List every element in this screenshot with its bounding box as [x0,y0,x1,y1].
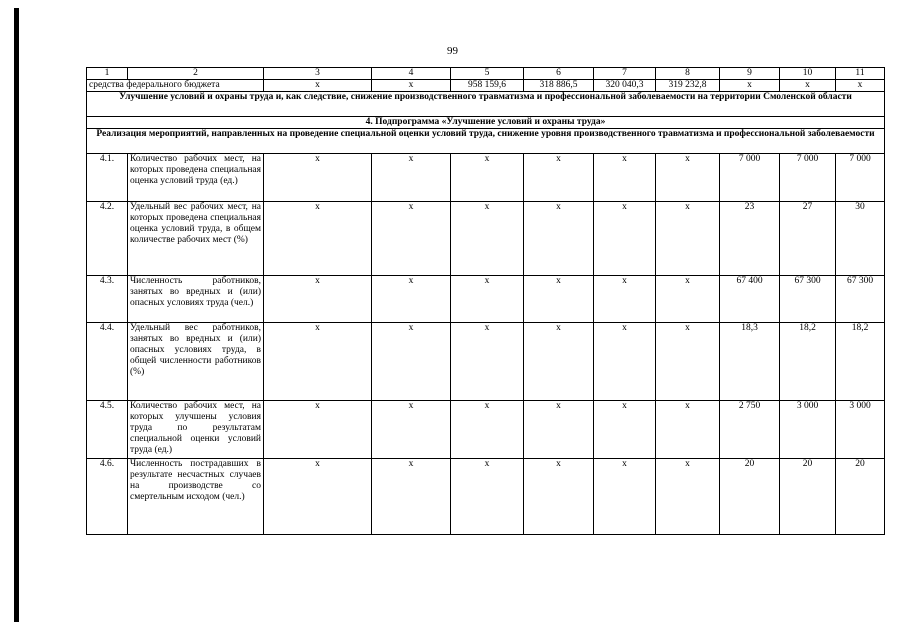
value-cell: х [372,154,451,202]
value-cell: х [372,323,451,401]
value-cell: 3 000 [836,401,885,459]
value-cell: х [451,401,524,459]
row-number: 4.6. [87,459,128,535]
value-cell: х [594,154,656,202]
value-cell: х [524,323,594,401]
header-cell: 5 [451,68,524,80]
value-cell: х [524,154,594,202]
value-cell: 3 000 [780,401,836,459]
indicator-name: Количество рабочих мест, на которых проведена специальная оценка условий труда (ед.) [128,154,264,202]
value-cell: х [372,202,451,276]
indicator-name: Численность пострадавших в результате несчастных случаев на производстве со смертельным исходом (чел.) [128,459,264,535]
header-cell: 1 [87,68,128,80]
goal-row [87,92,885,117]
value-cell: х [451,276,524,323]
value-cell: 67 300 [836,276,885,323]
value-cell: 23 [720,202,780,276]
value-cell: 30 [836,202,885,276]
value-cell: х [594,276,656,323]
value-cell: х [524,459,594,535]
value-cell: х [264,202,372,276]
header-cell: 10 [780,68,836,80]
indicator-name: Удельный вес работников, занятых во вредных и (или) опасных условиях труда, в общей численности работников (%) [128,323,264,401]
indicator-table [86,67,885,535]
goal-text: Улучшение условий и охраны труда и, как следствие, снижение производственного травматизма и профессиональной заболеваемости на территории Смоленской области [87,92,885,117]
federal-value: 318 886,5 [524,80,594,92]
federal-value: 320 040,3 [594,80,656,92]
indicator-name: Удельный вес рабочих мест, на которых проведена специальная оценка условий труда, в общем количестве рабочих мест (%) [128,202,264,276]
value-cell: х [372,459,451,535]
value-cell: 67 300 [780,276,836,323]
value-cell: 2 750 [720,401,780,459]
value-cell: 67 400 [720,276,780,323]
value-cell: х [451,202,524,276]
value-cell: х [372,276,451,323]
value-cell: х [656,276,720,323]
header-cell: 4 [372,68,451,80]
task-text: Реализация мероприятий, направленных на проведение специальной оценки условий труда, снижение уровня производственного травматизма и профессиональной заболеваемости [87,129,885,154]
federal-value: х [264,80,372,92]
value-cell: 7 000 [836,154,885,202]
value-cell: х [524,276,594,323]
header-cell: 2 [128,68,264,80]
federal-budget-label: средства федерального бюджета [87,80,264,92]
value-cell: х [594,323,656,401]
value-cell: 7 000 [720,154,780,202]
subprogram-title: 4. Подпрограмма «Улучшение условий и охраны труда» [87,117,885,129]
federal-value: х [780,80,836,92]
value-cell: 27 [780,202,836,276]
value-cell: 20 [780,459,836,535]
header-row [87,68,885,80]
value-cell: х [656,401,720,459]
value-cell: х [594,401,656,459]
value-cell: х [372,401,451,459]
value-cell: х [451,154,524,202]
table-row [87,154,885,202]
header-cell: 9 [720,68,780,80]
value-cell: 18,2 [780,323,836,401]
value-cell: х [524,202,594,276]
value-cell: х [656,202,720,276]
value-cell: 20 [836,459,885,535]
federal-value: 958 159,6 [451,80,524,92]
value-cell: х [264,459,372,535]
value-cell: х [264,276,372,323]
value-cell: 20 [720,459,780,535]
indicator-name: Численность работников, занятых во вредных и (или) опасных условиях труда (чел.) [128,276,264,323]
value-cell: 18,2 [836,323,885,401]
value-cell: 7 000 [780,154,836,202]
table-row [87,323,885,401]
value-cell: х [524,401,594,459]
header-cell: 3 [264,68,372,80]
value-cell: 18,3 [720,323,780,401]
federal-value: х [720,80,780,92]
federal-budget-row [87,80,885,92]
subprogram-row [87,117,885,129]
value-cell: х [264,401,372,459]
scan-edge-bar [14,8,19,622]
value-cell: х [594,459,656,535]
row-number: 4.3. [87,276,128,323]
header-cell: 7 [594,68,656,80]
table-row [87,202,885,276]
row-number: 4.2. [87,202,128,276]
row-number: 4.4. [87,323,128,401]
row-number: 4.1. [87,154,128,202]
indicator-name: Количество рабочих мест, на которых улучшены условия труда по результатам специальной оценки условий труда (ед.) [128,401,264,459]
value-cell: х [451,323,524,401]
table-row [87,459,885,535]
task-row [87,129,885,154]
table-row [87,401,885,459]
page-number: 99 [447,45,458,57]
header-cell: 8 [656,68,720,80]
table-row [87,276,885,323]
value-cell: х [264,323,372,401]
value-cell: х [594,202,656,276]
federal-value: х [836,80,885,92]
value-cell: х [451,459,524,535]
value-cell: х [264,154,372,202]
value-cell: х [656,459,720,535]
federal-value: х [372,80,451,92]
header-cell: 11 [836,68,885,80]
value-cell: х [656,154,720,202]
federal-value: 319 232,8 [656,80,720,92]
header-cell: 6 [524,68,594,80]
value-cell: х [656,323,720,401]
row-number: 4.5. [87,401,128,459]
